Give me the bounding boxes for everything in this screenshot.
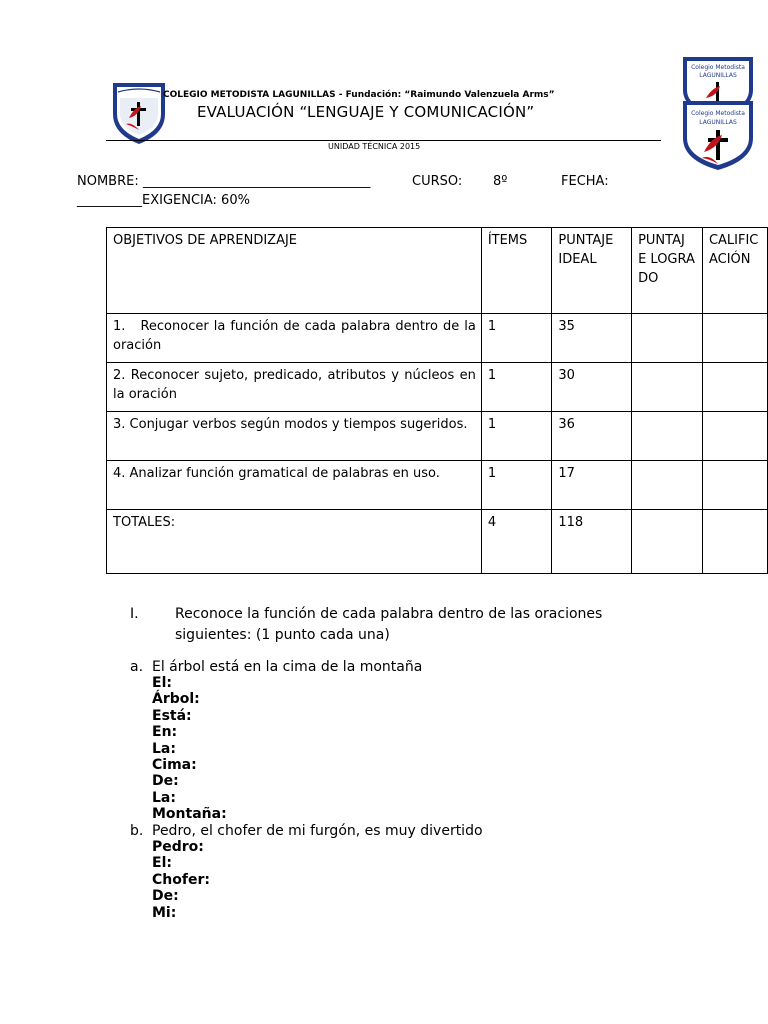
- answer-word: Chofer:: [152, 871, 210, 888]
- answer-word: La:: [152, 789, 176, 806]
- objective-ideal: 36: [552, 412, 632, 461]
- answer-word: El:: [152, 675, 172, 691]
- objective-calificacion-cell: [702, 461, 767, 510]
- logo-text-line2: LAGUNILLAS: [699, 119, 737, 126]
- question-letter: a.: [130, 659, 144, 675]
- objective-text: 3. Conjugar verbos según modos y tiempos sugeridos.: [107, 412, 482, 461]
- totals-row: [107, 510, 768, 574]
- objective-ideal: 30: [552, 363, 632, 412]
- answer-word: Montaña:: [152, 806, 227, 823]
- school-logo-bottom-right: [680, 96, 756, 172]
- exigencia-label: __________EXIGENCIA: 60%: [77, 193, 250, 208]
- header-puntaje-logrado: PUNTAJ E LOGRA DO: [632, 228, 703, 314]
- question-sentence: Pedro, el chofer de mi furgón, es muy divertido: [152, 823, 483, 839]
- unit-label: UNIDAD TÉCNICA 2015: [328, 142, 421, 151]
- objective-logrado-cell: [632, 363, 703, 412]
- objective-ideal: 35: [552, 314, 632, 363]
- objectives-table: [106, 227, 768, 574]
- course-value: 8º: [493, 174, 508, 189]
- objective-text: 1. Reconocer la función de cada palabra dentro de la oración: [107, 314, 482, 363]
- table-row: [107, 412, 768, 461]
- objective-logrado-cell: [632, 412, 703, 461]
- header-puntaje-ideal: PUNTAJE IDEAL: [552, 228, 632, 314]
- objective-calificacion-cell: [702, 363, 767, 412]
- name-field-label: NOMBRE: ___________________________________: [77, 174, 371, 189]
- objective-logrado-cell: [632, 461, 703, 510]
- totals-ideal: 118: [552, 510, 632, 574]
- school-name: COLEGIO METODISTA LAGUNILLAS - Fundación: “Raimundo Valenzuela Arms”: [163, 90, 555, 100]
- objective-text: 2. Reconocer sujeto, predicado, atributos y núcleos en la oración: [107, 363, 482, 412]
- header-calificacion: CALIFICACIÓN: [702, 228, 767, 314]
- answer-word: Pedro:: [152, 839, 204, 855]
- table-row: [107, 461, 768, 510]
- objective-items: 1: [481, 363, 552, 412]
- section-number: I.: [130, 606, 139, 622]
- logo-text-line1: Colegio Metodista: [691, 110, 745, 117]
- answer-word: Árbol:: [152, 691, 200, 708]
- answer-word: El:: [152, 855, 172, 872]
- header-items: ÍTEMS: [481, 228, 552, 314]
- objective-items: 1: [481, 314, 552, 363]
- answer-word: De:: [152, 888, 179, 905]
- header-objetivos: OBJETIVOS DE APRENDIZAJE: [107, 228, 482, 314]
- answer-word: De:: [152, 773, 179, 790]
- answer-word: En:: [152, 724, 178, 741]
- objective-items: 1: [481, 461, 552, 510]
- table-row: [107, 314, 768, 363]
- section-instruction: Reconoce la función de cada palabra dentro de las oraciones siguientes: (1 punto cada una): [175, 606, 603, 643]
- date-label: FECHA:: [561, 174, 609, 189]
- table-row: [107, 363, 768, 412]
- totals-calificacion-cell: [702, 510, 767, 574]
- totals-label: TOTALES:: [107, 510, 482, 574]
- totals-logrado-cell: [632, 510, 703, 574]
- logo-text-line1: Colegio Metodista: [691, 64, 745, 71]
- logo-text-line2: LAGUNILLAS: [699, 72, 737, 79]
- header-divider: [106, 140, 661, 141]
- answer-list: [152, 839, 210, 921]
- school-logo: [110, 78, 168, 146]
- table-header-row: [107, 228, 768, 314]
- objective-calificacion-cell: [702, 412, 767, 461]
- question-letter: b.: [130, 823, 144, 839]
- answer-word: Cima:: [152, 757, 197, 774]
- answer-word: La:: [152, 740, 176, 757]
- question-sentence: El árbol está en la cima de la montaña: [152, 659, 423, 675]
- course-label: CURSO:: [412, 174, 463, 189]
- totals-items: 4: [481, 510, 552, 574]
- objective-text: 4. Analizar función gramatical de palabras en uso.: [107, 461, 482, 510]
- answer-list: [152, 675, 227, 823]
- objective-logrado-cell: [632, 314, 703, 363]
- answer-word: Mi:: [152, 904, 177, 921]
- objective-ideal: 17: [552, 461, 632, 510]
- page-title: EVALUACIÓN “LENGUAJE Y COMUNICACIÓN”: [197, 103, 535, 121]
- objective-calificacion-cell: [702, 314, 767, 363]
- objective-items: 1: [481, 412, 552, 461]
- answer-word: Está:: [152, 707, 192, 724]
